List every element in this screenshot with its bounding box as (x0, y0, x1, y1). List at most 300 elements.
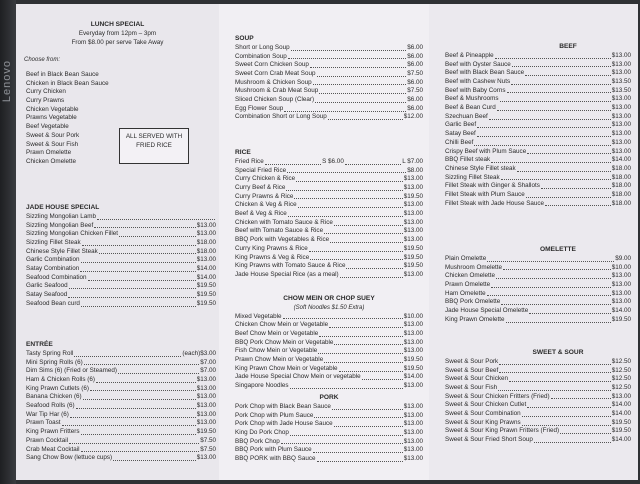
item-name: Singapore Noodles (235, 382, 289, 390)
menu-item (26, 350, 216, 359)
item-name: Beef & Mushrooms (445, 95, 499, 103)
item-name: Mushroom Omelette (445, 263, 503, 271)
item-price: $13.00 (403, 175, 423, 183)
dot-leader (81, 262, 196, 263)
item-price: $13.00 (403, 236, 423, 244)
menu-item (235, 420, 423, 429)
item-name: Seafood Bean curd (26, 299, 80, 307)
dot-leader (97, 219, 215, 220)
menu-item (235, 184, 423, 193)
dot-leader (346, 268, 402, 269)
dot-leader (551, 398, 611, 399)
dot-leader (69, 443, 199, 444)
menu-item (235, 105, 423, 114)
item-price: $12.50 (611, 366, 631, 374)
item-price: $7.50 (200, 436, 216, 444)
dot-leader (529, 313, 610, 314)
item-price: $13.00 (611, 104, 631, 112)
dot-leader (522, 425, 611, 426)
item-name: Sweet & Sour King Prawn Fritters (Fried) (445, 427, 560, 435)
dot-leader (315, 102, 406, 103)
item-price: $13.00 (403, 347, 423, 355)
menu-item (235, 330, 423, 339)
dot-leader (491, 162, 611, 163)
dot-leader (318, 353, 402, 354)
menu-item (445, 264, 631, 273)
item-name: Sweet & Sour Chicken (445, 375, 508, 383)
dot-leader (517, 171, 611, 172)
dot-leader (70, 417, 196, 418)
dot-leader (283, 318, 403, 319)
soup-title: SOUP (235, 35, 254, 42)
menu-item (445, 87, 631, 96)
fried-rice-note-line1: ALL SERVED WITH (125, 133, 183, 140)
menu-item (235, 271, 423, 280)
rice-title: RICE (235, 149, 251, 156)
item-name: Sliced Chicken Soup (Clear) (235, 96, 315, 104)
item-price: $13.00 (611, 69, 631, 77)
item-name: Curry King Prawns & Rice (235, 244, 308, 252)
fried-rice-note-line2: FRIED RICE (136, 141, 172, 149)
dot-leader (286, 190, 402, 191)
item-price: $13.00 (403, 411, 423, 419)
item-name: Szechuan Beef (445, 112, 488, 120)
item-name: Pork Chop with Black Bean Sauce (235, 402, 331, 410)
dot-leader (541, 188, 611, 189)
dot-leader (284, 111, 406, 112)
rice-list (235, 167, 423, 280)
dot-leader (487, 295, 611, 296)
pork-list (235, 403, 423, 464)
item-name: Beef with Oyster Sauce (445, 60, 511, 68)
item-name: Chicken & Veg & Rice (235, 201, 297, 209)
item-price: $13.00 (403, 330, 423, 338)
menu-item (235, 438, 423, 447)
item-price: $13.00 (403, 437, 423, 445)
menu-item (445, 61, 631, 70)
menu-item (26, 385, 216, 394)
menu-item (26, 256, 216, 265)
item-price: $9.00 (615, 254, 631, 262)
item-price: $13.00 (403, 455, 423, 463)
dot-leader (507, 92, 611, 93)
menu-item (235, 356, 423, 365)
item-price: $13.00 (196, 384, 216, 392)
item-price: $13.00 (611, 130, 631, 138)
omelette-list (445, 255, 631, 325)
menu-item (235, 193, 423, 202)
dot-leader (527, 153, 611, 154)
dot-leader (84, 364, 200, 365)
dot-leader (81, 451, 200, 452)
item-price: $19.50 (611, 418, 631, 426)
item-price: $13.00 (196, 221, 216, 229)
dot-leader (501, 179, 611, 180)
dot-leader (527, 407, 611, 408)
lunch-item: Prawns Vegetable (26, 114, 77, 122)
menu-item (235, 219, 423, 228)
item-price: $13.00 (611, 272, 631, 280)
item-price: $19.50 (196, 291, 216, 299)
menu-item (26, 248, 216, 257)
item-name: Beef & Bean Curd (445, 104, 496, 112)
lunch-item: Chicken Vegetable (26, 105, 79, 113)
item-price: $13.00 (403, 429, 423, 437)
item-name: Crab Meat Cocktail (26, 445, 80, 453)
item-price: $13.00 (403, 210, 423, 218)
sweet-sour-list (445, 358, 631, 445)
dot-leader (313, 452, 403, 453)
dot-leader (334, 344, 402, 345)
item-price: $6.00 (407, 78, 423, 86)
menu-item (445, 428, 631, 437)
item-price: $18.00 (611, 182, 631, 190)
item-price: $18.00 (611, 164, 631, 172)
menu-item (445, 393, 631, 402)
menu-item (445, 148, 631, 157)
item-name: Jade House Special Chow Mein or vegetable (235, 373, 361, 381)
item-name: Fillet Steak with Plum Sauce (445, 190, 525, 198)
dot-leader (340, 277, 403, 278)
menu-item (26, 265, 216, 274)
menu-sheet (16, 4, 638, 480)
menu-item (235, 70, 423, 79)
menu-item (235, 347, 423, 356)
item-price: $13.00 (611, 121, 631, 129)
item-name: Chicken Omelette (445, 272, 496, 280)
item-name: Banana Chicken (6) (26, 393, 82, 401)
item-price: $19.50 (403, 192, 423, 200)
item-name: Pork Chop with Plum Sauce (235, 411, 314, 419)
dot-leader (489, 119, 611, 120)
item-name: Plain Omelette (445, 254, 487, 262)
menu-item (26, 213, 216, 222)
menu-item (445, 156, 631, 165)
dot-leader (324, 233, 403, 234)
item-price: $13.00 (196, 419, 216, 427)
item-price: $14.00 (611, 401, 631, 409)
item-name: Satay Combination (26, 265, 80, 273)
item-name: King Prawns & Veg & Rice (235, 253, 310, 261)
item-name: Chicken Chow Mein or Vegetable (235, 321, 329, 329)
menu-item (445, 191, 631, 200)
menu-item (445, 130, 631, 139)
item-name: Chilli Beef (445, 138, 474, 146)
dot-leader (313, 84, 407, 85)
item-name: Mushroom & Crab Meat Soup (235, 87, 319, 95)
item-name: War Tip Har (6) (26, 410, 69, 418)
soup-list (235, 44, 423, 122)
item-price: $13.00 (403, 270, 423, 278)
item-price: $7.50 (407, 87, 423, 95)
menu-item (235, 87, 423, 96)
lunch-item: Beef in Black Bean Sauce (26, 71, 99, 78)
menu-item (26, 446, 216, 455)
beef-title: BEEF (559, 43, 577, 50)
dot-leader (503, 269, 611, 270)
item-name: Dim Sims (6) (Fried or Steamed) (26, 367, 117, 375)
item-name: King Prawns with Tomato Sauce & Rice (235, 262, 346, 270)
lunch-item: Sweet & Sour Fish (26, 140, 79, 148)
item-price-large: L $7.00 (402, 157, 424, 165)
item-name: Sweet Corn Crab Meat Soup (235, 70, 316, 78)
soup-section (235, 34, 423, 122)
item-price: $8.00 (407, 166, 423, 174)
menu-item (235, 44, 423, 53)
item-price: $13.00 (403, 321, 423, 329)
item-price: $13.00 (403, 201, 423, 209)
dot-leader (477, 136, 611, 137)
item-name: Curry Prawns & Rice (235, 192, 294, 200)
item-name: Combination Short or Long Soup (235, 113, 327, 121)
item-name: Jade House Special Omelette (445, 307, 529, 315)
menu-item (445, 78, 631, 87)
dot-leader (362, 379, 403, 380)
dot-leader (81, 434, 196, 435)
item-price: $6.00 (407, 96, 423, 104)
dot-leader (511, 84, 611, 85)
item-price: $19.50 (403, 244, 423, 252)
item-price: $13.00 (403, 382, 423, 390)
jade-special-section (26, 203, 216, 309)
item-price: $19.50 (403, 356, 423, 364)
item-name: Curry Beef & Rice (235, 184, 286, 192)
item-name: Garlic Combination (26, 256, 80, 264)
item-price: $13.00 (196, 454, 216, 462)
menu-item (235, 382, 423, 391)
item-name: Tasty Spring Roll (26, 349, 74, 357)
item-price: $14.00 (611, 156, 631, 164)
dot-leader (310, 259, 403, 260)
item-price: $12.50 (611, 375, 631, 383)
item-price: $18.00 (611, 190, 631, 198)
dot-leader (330, 242, 403, 243)
item-price: $13.00 (611, 147, 631, 155)
menu-item-fried-rice (235, 158, 423, 167)
menu-item (26, 283, 216, 292)
menu-item (445, 401, 631, 410)
lunch-item: Beef Vegetable (26, 123, 69, 131)
menu-item (26, 274, 216, 283)
item-price: $14.00 (611, 307, 631, 315)
dot-leader (99, 253, 196, 254)
dot-leader (290, 435, 403, 436)
dot-leader (334, 426, 403, 427)
item-price: $7.50 (407, 70, 423, 78)
item-price: $13.50 (611, 86, 631, 94)
item-name: Sweet & Sour Chicken Fritters (Fried) (445, 392, 550, 400)
item-price: $19.50 (403, 262, 423, 270)
item-name: Garlic Beef (445, 121, 477, 129)
omelette-title: OMELETTE (540, 246, 576, 253)
item-name: Sweet & Sour Beef (445, 366, 499, 374)
menu-item (235, 429, 423, 438)
item-name: Mushroom & Chicken Soup (235, 78, 312, 86)
menu-item (235, 403, 423, 412)
dot-leader (477, 127, 611, 128)
dot-leader (339, 371, 403, 372)
menu-item (26, 454, 216, 463)
laptop-brand-logo: Lenovo (1, 60, 13, 103)
menu-item (235, 365, 423, 374)
menu-item (26, 300, 216, 309)
item-name: Beef & Veg & Rice (235, 210, 287, 218)
menu-item (235, 412, 423, 421)
item-price: $10.00 (403, 312, 423, 320)
item-price: $12.50 (611, 357, 631, 365)
item-name: Beef Chow Mein or Vegetable (235, 330, 319, 338)
item-name: Satay Seafood (26, 291, 68, 299)
jade-special-list (26, 213, 216, 309)
item-name: Sweet & Sour Chicken Cutlet (445, 401, 527, 409)
sweet-sour-section (445, 348, 631, 445)
dot-leader (526, 197, 611, 198)
entree-list (26, 350, 216, 463)
item-name: Pork Chop with Jade House Sauce (235, 420, 333, 428)
dot-leader (83, 399, 196, 400)
item-name: Chinese Style Fillet steak (445, 164, 516, 172)
dot-leader (560, 433, 611, 434)
dot-leader (324, 362, 403, 363)
item-name: BBQ Pork Omelette (445, 298, 501, 306)
menu-item (235, 210, 423, 219)
item-price: $18.00 (196, 239, 216, 247)
item-name: Crispy Beef with Plum Sauce (445, 147, 527, 155)
menu-panel-left (16, 4, 219, 480)
dot-leader (545, 205, 611, 206)
menu-item (235, 455, 423, 464)
menu-item (445, 358, 631, 367)
item-price: $7.00 (200, 367, 216, 375)
menu-item (445, 174, 631, 183)
lunch-item: Chicken Omelette (26, 157, 77, 165)
item-price: $12.00 (403, 113, 423, 121)
laptop-bezel (0, 0, 16, 484)
menu-item (445, 182, 631, 191)
menu-item (26, 359, 216, 368)
item-name: BBQ Pork with Vegetables & Rice (235, 236, 330, 244)
item-name: Sang Chow Bow (lettuce cups) (26, 454, 113, 462)
item-name: Satay Beef (445, 130, 476, 138)
dot-leader (509, 381, 611, 382)
dot-leader (345, 164, 401, 165)
item-price: $18.00 (196, 247, 216, 255)
menu-item (445, 113, 631, 122)
item-name: Sweet & Sour King Prawns (445, 418, 521, 426)
dot-leader (496, 278, 611, 279)
dot-leader (80, 271, 196, 272)
item-name: Garlic Seafood (26, 282, 68, 290)
lunch-item: Curry Prawns (26, 97, 65, 105)
item-price: $6.00 (407, 43, 423, 51)
menu-item (235, 114, 423, 123)
dot-leader (296, 181, 403, 182)
item-name: Jade House Special Rice (as a meal) (235, 270, 339, 278)
item-price: $13.00 (611, 112, 631, 120)
menu-item (445, 410, 631, 419)
dot-leader (294, 198, 402, 199)
item-price: $13.00 (403, 227, 423, 235)
menu-item (445, 316, 631, 325)
dot-leader (495, 58, 611, 59)
item-price: $13.00 (611, 289, 631, 297)
dot-leader (81, 306, 196, 307)
item-name: Sweet & Sour Combination (445, 410, 521, 418)
menu-item (445, 139, 631, 148)
item-name: Sizzling Mongolian Beef (26, 221, 94, 229)
item-price: $13.00 (196, 230, 216, 238)
item-name: Prawn Toast (26, 419, 61, 427)
lunch-item: Sweet & Sour Pork (26, 131, 80, 139)
fried-rice-note-box (119, 128, 189, 164)
lunch-special-price: From $8.00 per serve Take Away (71, 38, 164, 46)
dot-leader (288, 58, 406, 59)
dot-leader (314, 417, 402, 418)
menu-item (235, 245, 423, 254)
item-price: $19.50 (611, 315, 631, 323)
item-price: $13.00 (403, 446, 423, 454)
item-name: BBQ Pork Chop (235, 437, 280, 445)
dot-leader (319, 336, 402, 337)
menu-item (26, 420, 216, 429)
dot-leader (62, 425, 196, 426)
dot-leader (497, 110, 611, 111)
item-name: Seafood Combination (26, 273, 87, 281)
dot-leader (506, 322, 611, 323)
menu-item (445, 69, 631, 78)
menu-item (235, 313, 423, 322)
dot-leader (94, 227, 196, 228)
item-price: $19.50 (196, 282, 216, 290)
dot-leader (499, 372, 611, 373)
item-price: $13.00 (196, 393, 216, 401)
menu-item (26, 428, 216, 437)
item-name: Combination Soup (235, 52, 287, 60)
item-name: Short or Long Soup (235, 43, 290, 51)
dot-leader (491, 287, 611, 288)
item-price: $13.00 (611, 138, 631, 146)
menu-item (445, 419, 631, 428)
menu-item (235, 321, 423, 330)
dot-leader (474, 145, 610, 146)
dot-leader (534, 442, 611, 443)
dot-leader (334, 225, 403, 226)
dot-leader (96, 382, 196, 383)
dot-leader (118, 373, 199, 374)
item-name: King Do Pork Chop (235, 429, 289, 437)
menu-item (235, 96, 423, 105)
dot-leader (522, 416, 611, 417)
dot-leader (68, 297, 195, 298)
menu-item (235, 175, 423, 184)
menu-item (235, 79, 423, 88)
menu-item (445, 52, 631, 61)
dot-leader (309, 251, 403, 252)
item-name: Sweet & Sour Fried Short Soup (445, 436, 533, 444)
item-price: $12.50 (611, 384, 631, 392)
menu-item (235, 339, 423, 348)
item-name: Sweet & Sour Pork (445, 357, 499, 365)
item-price: $13.00 (403, 402, 423, 410)
item-name: Sizzling Mongolian Chicken Fillet (26, 230, 119, 238)
dot-leader (329, 327, 403, 328)
lunch-choose-label: Choose from: (24, 57, 61, 63)
dot-leader (281, 443, 403, 444)
dot-leader (287, 172, 406, 173)
menu-item (26, 393, 216, 402)
menu-item (445, 307, 631, 316)
dot-leader (498, 390, 611, 391)
